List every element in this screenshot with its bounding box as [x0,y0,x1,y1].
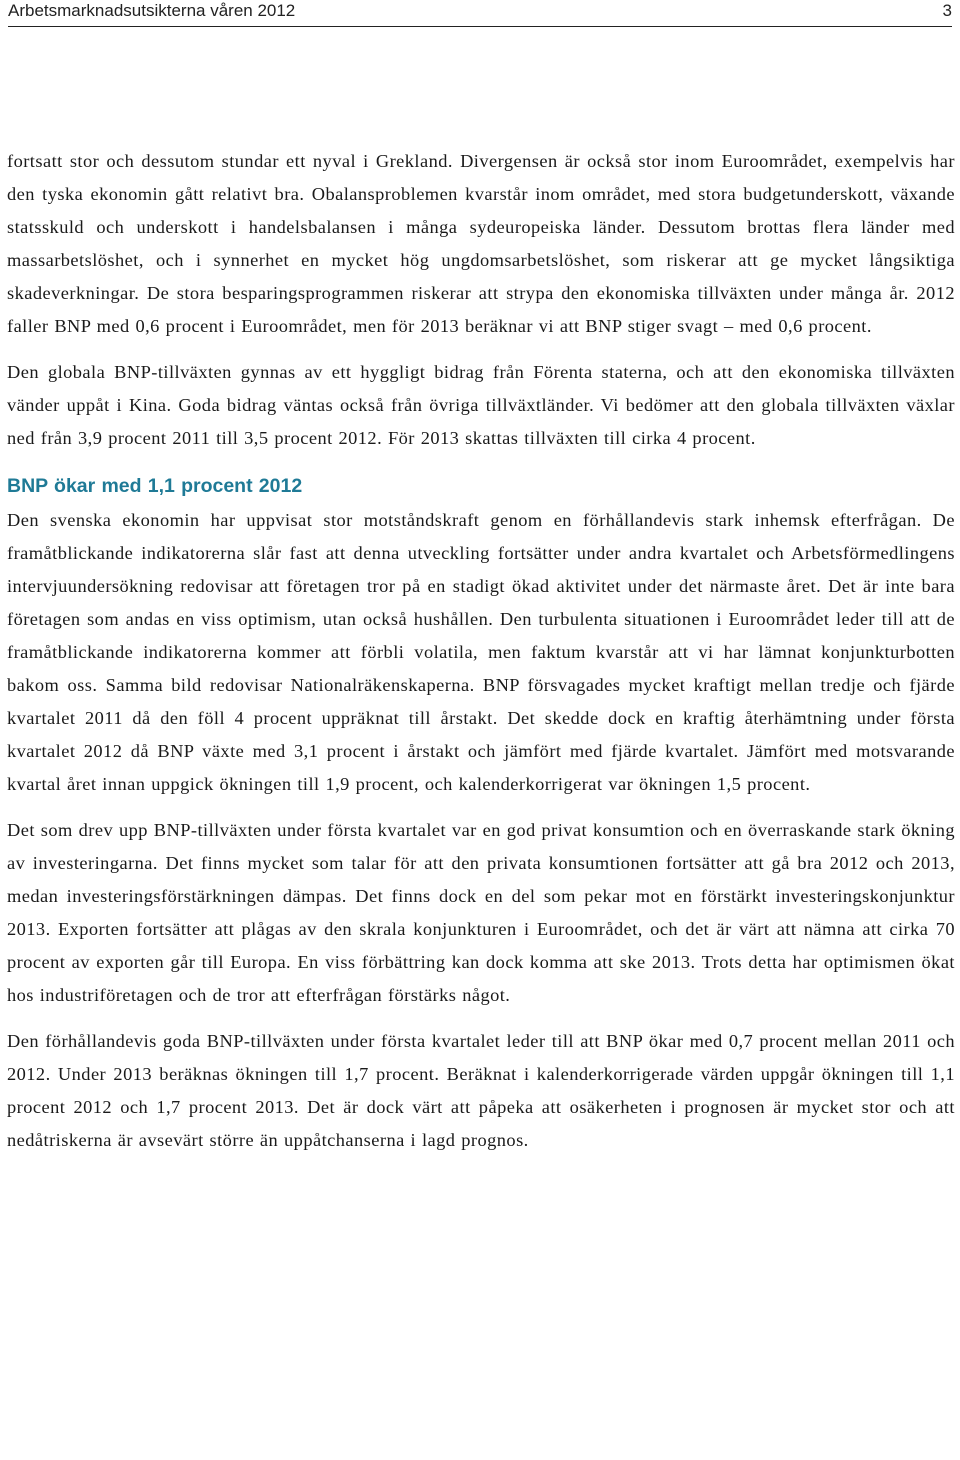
page-number: 3 [942,1,952,20]
paragraph: Det som drev upp BNP-tillväxten under första kvartalet var en god privat konsumtion och en överraskande stark ökning av investeringarna. Det finns mycket som talar för att den privata konsumtionen fortsätter att gå bra 2012 och 2013, medan investeringsförstärkningen dämpas. Det finns dock en del som pekar mot en förstärkt investeringskonjunktur 2013. Exporten fortsätter att plågas av den skrala konjunkturen i Euroområdet, och det är värt att nämna att cirka 70 procent av exporten går till Europa. En viss förbättring kan dock komma att ske 2013. Trots detta har optimismen ökat hos industriföretagen och de tror att efterfrågan förstärks något. [7,820,955,1005]
running-title: Arbetsmarknadsutsikterna våren 2012 [8,1,296,20]
paragraph: Den globala BNP-tillväxten gynnas av ett hyggligt bidrag från Förenta staterna, och att den ekonomiska tillväxten vänder uppåt i Kina. Goda bidrag väntas också från övriga tillväxtländer. Vi bedömer att den globala tillväxten växlar ned från 3,9 procent 2011 till 3,5 procent 2012. För 2013 skattas tillväxten till cirka 4 procent. [7,362,955,448]
paragraph: Den svenska ekonomin har uppvisat stor motståndskraft genom en förhållandevis stark inhemsk efterfrågan. De framåtblickande indikatorerna slår fast att denna utveckling fortsätter under andra kvartalet och Arbetsförmedlingens intervjuundersökning redovisar att företagen tror på en stadigt ökad aktivitet under det närmaste året. Det är inte bara företagen som andas en viss optimism, utan också hushållen. Den turbulenta situationen i Euroområdet leder till att de framåtblickande indikatorerna kommer att förbli volatila, men faktum kvarstår att vi har lämnat konjunkturbotten bakom oss. Samma bild redovisar Nationalräkenskaperna. BNP försvagades mycket kraftigt mellan tredje och fjärde kvartalet 2011 då den föll 4 procent uppräknat till årstakt. Det skedde dock en kraftig återhämtning under första kvartalet 2012 då BNP växte med 3,1 procent i årstakt och jämfört med fjärde kvartalet. Jämfört med motsvarande kvartal året innan uppgick ökningen till 1,9 procent, och kalenderkorrigerat var ökningen 1,5 procent. [7,510,955,794]
paragraph: Den förhållandevis goda BNP-tillväxten under första kvartalet leder till att BNP ökar med 0,7 procent mellan 2011 och 2012. Under 2013 beräknas ökningen till 1,7 procent. Beräknat i kalenderkorrigerade värden uppgår ökningen till 1,1 procent 2012 och 1,7 procent 2013. Det är dock värt att påpeka att osäkerheten i prognosen är mycket stor och att nedåtriskerna är avsevärt större än uppåtchanserna i lagd prognos. [7,1031,955,1150]
section-heading: BNP ökar med 1,1 procent 2012 [7,475,303,497]
page-header [8,0,952,27]
document-body [7,145,955,1157]
paragraph: fortsatt stor och dessutom stundar ett nyval i Grekland. Divergensen är också stor inom Euroområdet, exempelvis har den tyska ekonomin gått relativt bra. Obalansproblemen kvarstår inom området, med stora budgetunderskott, växande statsskuld och underskott i handelsbalansen i många sydeuropeiska länder. Dessutom brottas flera länder med massarbetslöshet, och i synnerhet en mycket hög ungdomsarbetslöshet, som riskerar att ge mycket långsiktiga skadeverkningar. De stora besparingsprogrammen riskerar att strypa den ekonomiska tillväxten under många år. 2012 faller BNP med 0,6 procent i Euroområdet, men för 2013 beräknar vi att BNP stiger svagt – med 0,6 procent. [7,151,955,336]
